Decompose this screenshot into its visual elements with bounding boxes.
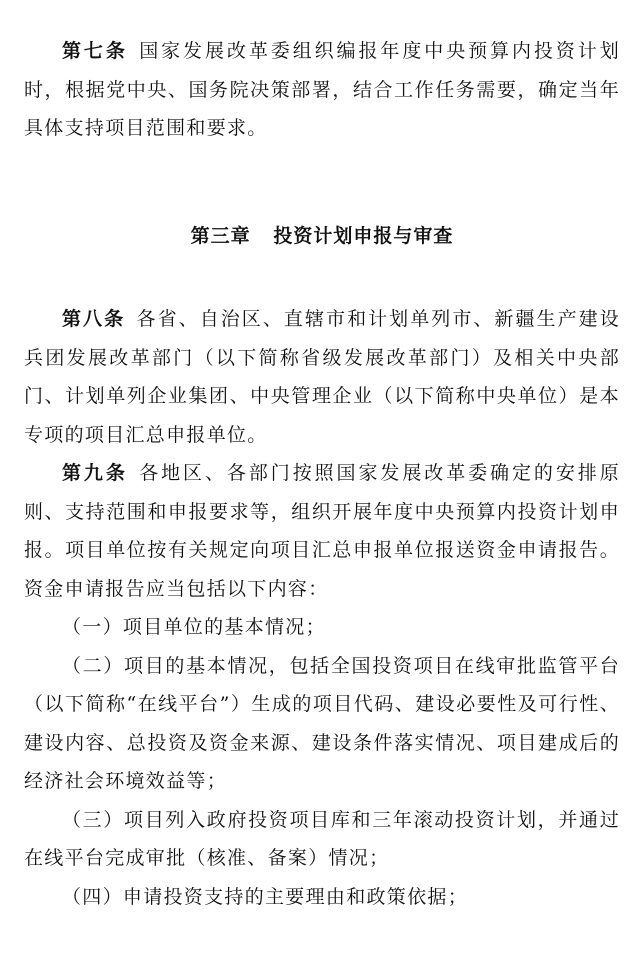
article-8 [24,300,620,454]
article-7 [24,32,620,148]
article-9 [24,454,620,608]
article-7-label: 第七条 [62,40,128,62]
list-item: （三）项目列入政府投资项目库和三年滚动投资计划，并通过在线平台完成审批（核准、备案）情况； [24,808,620,869]
chapter-heading [24,217,620,255]
article-9-items [24,608,620,916]
list-item: （一）项目单位的基本情况； [62,616,326,638]
article-8-text: 各省、自治区、直辖市和计划单列市、新疆生产建设兵团发展改革部门（以下简称省级发展改革部门）及相关中央部门、计划单列企业集团、中央管理企业（以下简称中央单位）是本专项的项目汇总申报单位。 [24,308,620,446]
chapter-number: 第三章 [190,225,251,247]
article-8-label: 第八条 [62,308,126,330]
article-9-label: 第九条 [62,462,128,484]
list-item: （二）项目的基本情况，包括全国投资项目在线审批监管平台（以下简称“在线平台”）生成的项目代码、建设必要性及可行性、建设内容、总投资及资金来源、建设条件落实情况、项目建成后的经济社会环境效益等； [24,654,620,792]
article-9-text: 各地区、各部门按照国家发展改革委确定的安排原则、支持范围和申报要求等，组织开展年度中央预算内投资计划申报。项目单位按有关规定向项目汇总申报单位报送资金申请报告。资金申请报告应当包括以下内容： [24,462,620,600]
list-item: （四）申请投资支持的主要理由和政策依据； [62,885,469,908]
chapter-title: 投资计划申报与审查 [273,225,454,247]
article-7-text: 国家发展改革委组织编报年度中央预算内投资计划时，根据党中央、国务院决策部署，结合工作任务需要，确定当年具体支持项目范围和要求。 [24,40,620,139]
